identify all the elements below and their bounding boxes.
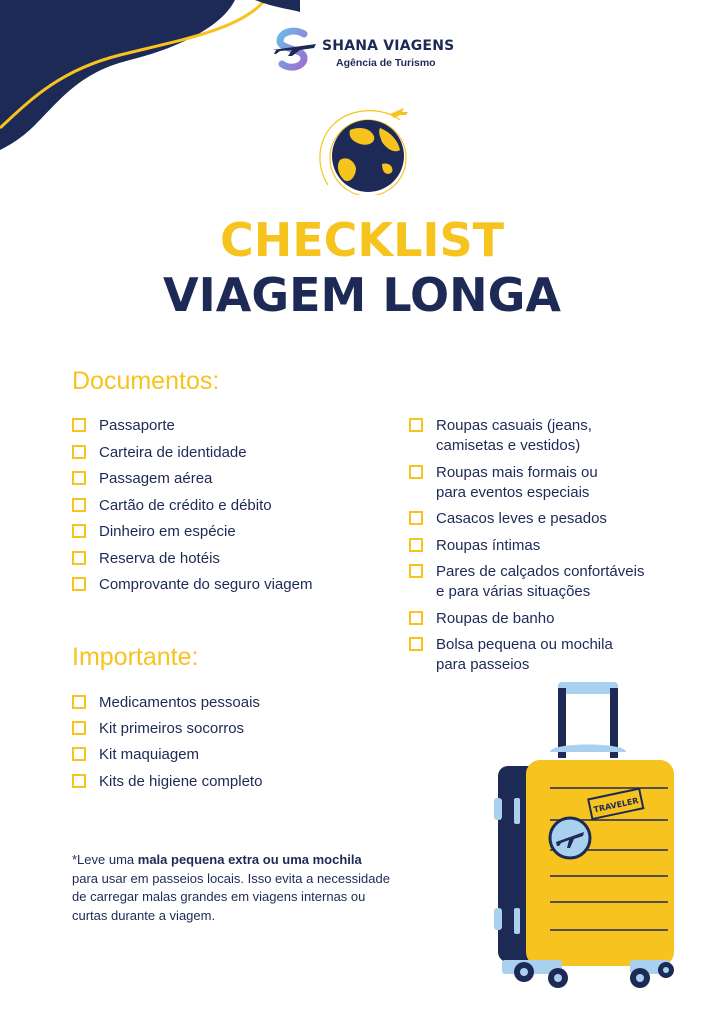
checkbox[interactable] bbox=[409, 611, 423, 625]
checklist-item[interactable] bbox=[409, 609, 689, 629]
brand-tagline: Agência de Turismo bbox=[336, 57, 436, 69]
checklist-item[interactable] bbox=[72, 719, 262, 739]
checkbox[interactable] bbox=[72, 774, 86, 788]
checkbox[interactable] bbox=[72, 445, 86, 459]
checkbox[interactable] bbox=[72, 747, 86, 761]
corner-wave-decoration bbox=[0, 0, 300, 150]
checklist-item[interactable] bbox=[409, 536, 689, 556]
item-label: Cartão de crédito e débito bbox=[99, 496, 272, 514]
checkbox[interactable] bbox=[72, 498, 86, 512]
importante-list bbox=[72, 693, 262, 798]
item-label: Bolsa pequena ou mochila bbox=[436, 636, 613, 653]
note-line: curtas durante a viagem. bbox=[72, 907, 216, 923]
checkbox[interactable] bbox=[72, 721, 86, 735]
globe-icon bbox=[310, 100, 420, 195]
checklist-item[interactable] bbox=[409, 509, 689, 529]
checkbox[interactable] bbox=[409, 637, 423, 651]
checklist-item[interactable] bbox=[409, 416, 689, 456]
item-label: Dinheiro em espécie bbox=[99, 523, 236, 540]
checkbox[interactable] bbox=[72, 471, 86, 485]
checklist-item[interactable] bbox=[72, 416, 312, 436]
checkbox[interactable] bbox=[409, 465, 423, 479]
item-label-line2: para passeios bbox=[436, 656, 530, 673]
item-label: Roupas de banho bbox=[436, 609, 555, 627]
item-label: Roupas mais formais ou bbox=[436, 463, 598, 481]
item-label: Passagem aérea bbox=[99, 470, 213, 487]
item-label: Kits de higiene completo bbox=[99, 772, 263, 790]
item-label: Kit maquiagem bbox=[99, 746, 200, 764]
checklist-item[interactable] bbox=[72, 443, 312, 463]
checklist-item[interactable] bbox=[72, 549, 312, 569]
item-label: Casacos leves e pesados bbox=[436, 510, 607, 527]
heading-importante: Importante: bbox=[72, 643, 199, 671]
checkbox[interactable] bbox=[409, 538, 423, 552]
roupas-list bbox=[409, 416, 689, 682]
footnote bbox=[72, 851, 442, 925]
item-label: Medicamentos pessoais bbox=[99, 694, 260, 711]
item-label-line2: e para várias situações bbox=[436, 583, 591, 600]
checklist-item[interactable] bbox=[72, 496, 312, 516]
item-label: Kit primeiros socorros bbox=[99, 720, 245, 738]
checkbox[interactable] bbox=[72, 418, 86, 432]
checklist-item[interactable] bbox=[72, 745, 262, 765]
item-label: Roupas íntimas bbox=[436, 536, 541, 554]
checklist-item[interactable] bbox=[72, 693, 262, 713]
checkbox[interactable] bbox=[409, 564, 423, 578]
brand-name: SHANA VIAGENS bbox=[322, 38, 455, 54]
item-label: Passaporte bbox=[99, 417, 175, 434]
item-label-line2: para eventos especiais bbox=[436, 483, 590, 501]
item-label: Carteira de identidade bbox=[99, 443, 247, 461]
item-label: Roupas casuais (jeans, bbox=[436, 417, 592, 434]
checklist-item[interactable] bbox=[72, 772, 262, 792]
note-bold: mala pequena extra ou uma mochila bbox=[137, 852, 362, 867]
note-line: de carregar malas grandes em viagens internas ou bbox=[72, 889, 366, 904]
checkbox[interactable] bbox=[72, 524, 86, 538]
checklist-item[interactable] bbox=[409, 463, 689, 503]
checklist-item[interactable] bbox=[72, 522, 312, 542]
checkbox[interactable] bbox=[72, 577, 86, 591]
title-checklist: CHECKLIST bbox=[219, 213, 505, 267]
checkbox[interactable] bbox=[409, 418, 423, 432]
brand-logo bbox=[270, 24, 470, 76]
checklist-item[interactable] bbox=[409, 562, 689, 602]
note-line: para usar em passeios locais. Isso evita a necessidade bbox=[72, 870, 390, 886]
airplane-logo-icon bbox=[270, 26, 318, 74]
item-label: Comprovante do seguro viagem bbox=[99, 576, 313, 593]
suitcase-icon bbox=[490, 680, 690, 1000]
item-label-line2: camisetas e vestidos) bbox=[436, 437, 581, 454]
documentos-list bbox=[72, 416, 312, 602]
heading-documentos: Documentos: bbox=[72, 367, 220, 395]
checklist-item[interactable] bbox=[72, 575, 312, 595]
item-label: Pares de calçados confortáveis bbox=[436, 563, 645, 580]
title-viagem-longa: VIAGEM LONGA bbox=[163, 268, 561, 322]
checkbox[interactable] bbox=[409, 511, 423, 525]
checkbox[interactable] bbox=[72, 551, 86, 565]
checkbox[interactable] bbox=[72, 695, 86, 709]
checklist-item[interactable] bbox=[72, 469, 312, 489]
sticker-text: TRAVELER bbox=[592, 796, 640, 815]
item-label: Reserva de hotéis bbox=[99, 549, 220, 567]
note-prefix: *Leve uma bbox=[72, 852, 138, 867]
checklist-item[interactable] bbox=[409, 635, 689, 675]
